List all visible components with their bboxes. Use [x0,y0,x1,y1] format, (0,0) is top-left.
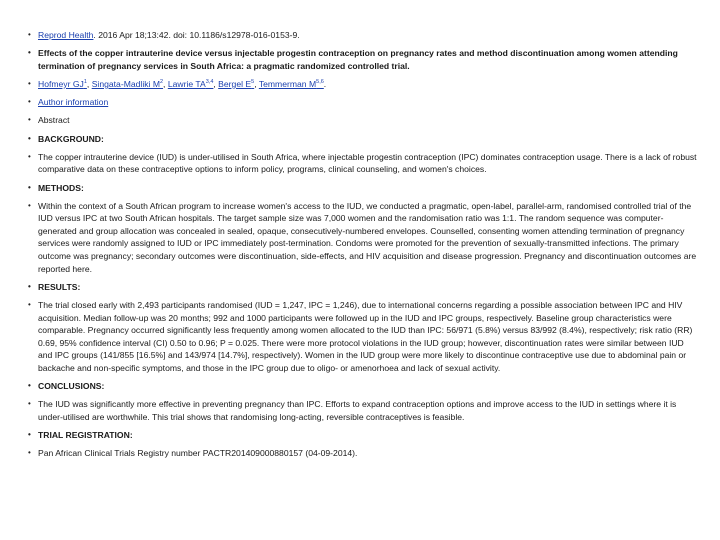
author-link-1[interactable]: Hofmeyr $GJ^1$ [38,78,87,89]
author-list: • Hofmeyr $GJ^1$, Singata-Madliki $M^2$, Lawrie TA$^{3,4}$, Bergel $E^5$, Temmerman M$^{5,6}$. [28,78,700,91]
journal-link[interactable]: Reprod Health [38,30,94,40]
results-text: • The trial closed early with 2,493 participants randomised (IUD = 1,247, IPC = 1,246), due to international concerns regarding a possible association between IPC and HIV acquisition. Median follow-up was 20 months; 992 and 1000 participants were followed up in the IUD and IPC groups, respectively. Baseline group characteristics were comparable. Pregnancy occurred significantly less frequently among women allocated to the IUD than IPC: 56/971 (5.8%) versus 83/992 (8.4%), respectively; risk ratio (RR) 0.69, 95% confidence interval (CI) 0.50 to 0.96; P = 0.025. There were more protocol violations in the IUD group; however, discontinuation rates were similar between IUD and IPC groups (141/855 [16.5%] and 143/974 [14.7%], respectively). Women in the IUD group were more likely to discontinue contraceptive use due to abdominal pain or backache and non-specific symptoms, and those in the IPC group due to oligo- or amenorhoea and lack of sexual activity. [28,299,700,375]
author-information-link[interactable]: Author information [38,97,109,108]
conclusions-text: • The IUD was significantly more effective in preventing pregnancy than IPC. Efforts to expand contraception options and improve access to the IUD in settings where it is under-utilised are worthwhile. This trial shows that randomising long-acting, reversible contraceptives is feasible. [28,398,700,423]
trial-registration-heading: • TRIAL REGISTRATION: [28,429,700,442]
abstract-label: • Abstract [28,114,700,127]
conclusions-heading: • CONCLUSIONS: [28,380,700,393]
background-heading: • BACKGROUND: [28,133,700,146]
article-title: • Effects of the copper intrauterine device versus injectable progestin contraception on pregnancy rates and method discontinuation among women attending termination of pregnancy services in South Africa: a pragmatic randomized controlled trial. [28,47,700,72]
author-link-2[interactable]: Singata-Madliki $M^2$ [91,78,164,89]
trial-registration-text: • Pan African Clinical Trials Registry number PACTR201409000880157 (04-09-2014). [28,447,700,460]
author-link-4[interactable]: Bergel $E^5$ [218,78,255,89]
methods-text: • Within the context of a South African program to increase women's access to the IUD, we conducted a pragmatic, open-label, parallel-arm, randomised controlled trial of the IUD versus IPC at two South African hospitals. The target sample size was 7,000 women and the randomisation ratio was 1:1. The random sequence was computer-generated and group allocation was concealed in sealed, opaque, consecutively-numbered envelopes. Counselled, consenting women attending termination of pregnancy services were randomly assigned to IUD or IPC immediately post-termination. Condoms were promoted for the prevention of sexually-transmitted infections. The primary outcome was pregnancy; secondary outcomes were discontinuation, side-effects, and HIV acquisition and disease progression. Pregnancy and discontinuation outcomes are reported here. [28,200,700,276]
author-info-item [28,96,700,109]
citation-details: . 2016 Apr 18;13:42. doi: 10.1186/s12978-016-0153-9. [93,30,300,40]
citation-line [28,29,700,42]
results-heading: • RESULTS: [28,281,700,294]
background-text: • The copper intrauterine device (IUD) is under-utilised in South Africa, where injectable progestin contraception (IPC) dominates contraception usage. There is a lack of robust comparative data on these contraceptive options to inform policy, programs, clinical counseling, and women's choices. [28,151,700,176]
methods-heading: • METHODS: [28,182,700,195]
abstract-list [28,29,700,460]
author-link-5[interactable]: Temmerman M$^{5,6}$ [258,78,324,89]
author-link-3[interactable]: Lawrie TA$^{3,4}$ [167,78,214,89]
